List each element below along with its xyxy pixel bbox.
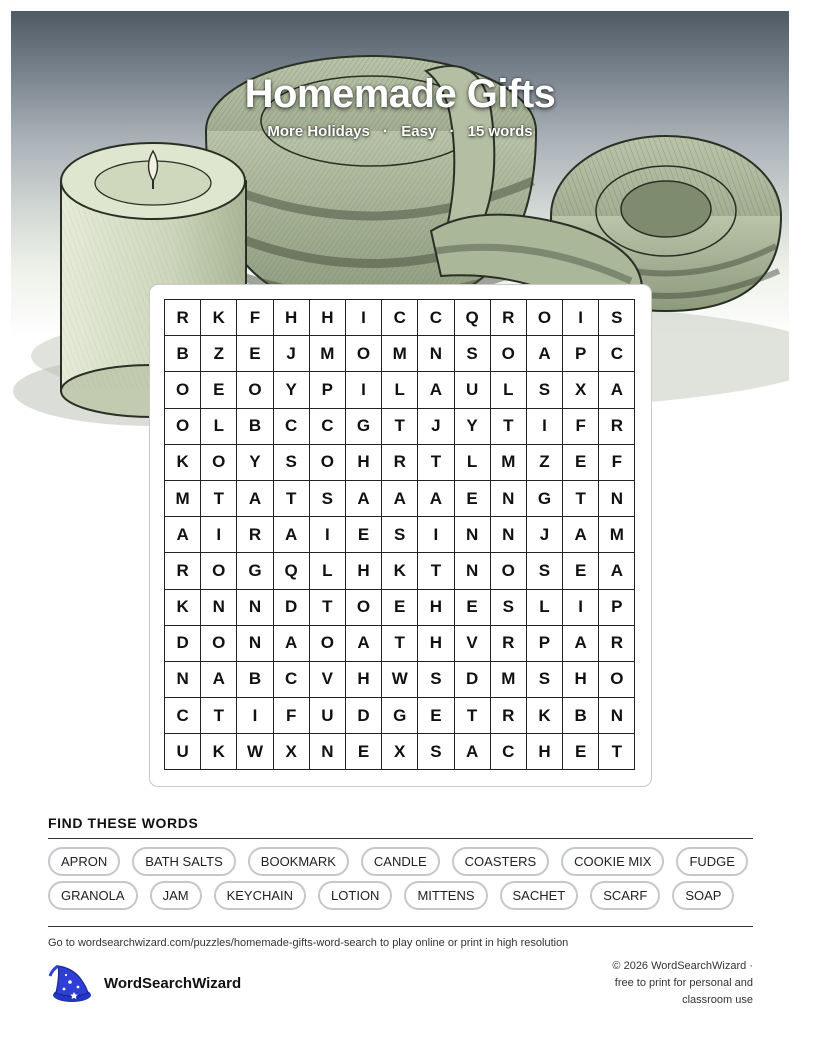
word-pill: BATH SALTS (132, 847, 236, 876)
grid-cell[interactable]: P (310, 372, 346, 408)
grid-cell[interactable]: E (237, 336, 273, 372)
grid-cell[interactable]: T (563, 481, 599, 517)
grid-cell[interactable]: I (346, 372, 382, 408)
grid-cell[interactable]: G (382, 698, 418, 734)
grid-cell[interactable]: I (563, 590, 599, 626)
word-count-label: 15 words (467, 123, 533, 140)
brand-name: WordSearchWizard (104, 974, 242, 992)
word-pill: SACHET (500, 881, 579, 910)
grid-cell[interactable]: N (455, 553, 491, 589)
word-list (48, 847, 753, 910)
word-pill: APRON (48, 847, 120, 876)
grid-cell[interactable]: O (165, 372, 201, 408)
grid-cell[interactable]: S (599, 300, 635, 336)
page-title: Homemade Gifts (244, 72, 556, 116)
word-pill: CANDLE (361, 847, 440, 876)
grid-cell[interactable]: I (527, 409, 563, 445)
grid-cell[interactable]: R (599, 409, 635, 445)
grid-cell[interactable]: T (455, 698, 491, 734)
grid-cell[interactable]: G (346, 409, 382, 445)
grid-cell[interactable]: T (418, 445, 454, 481)
grid-cell[interactable]: O (346, 336, 382, 372)
grid-cell[interactable]: A (599, 372, 635, 408)
grid-cell[interactable]: F (274, 698, 310, 734)
grid-cell[interactable]: A (563, 626, 599, 662)
grid-cell[interactable]: O (527, 300, 563, 336)
grid-cell[interactable]: N (237, 626, 273, 662)
grid-cell[interactable]: R (491, 300, 527, 336)
copyright-line: classroom use (682, 994, 753, 1006)
grid-cell[interactable]: I (346, 300, 382, 336)
grid-cell[interactable]: R (165, 553, 201, 589)
grid-cell[interactable]: A (346, 626, 382, 662)
grid-cell[interactable]: I (201, 517, 237, 553)
grid-cell[interactable]: J (418, 409, 454, 445)
grid-cell[interactable]: K (201, 734, 237, 770)
word-pill: JAM (150, 881, 202, 910)
grid-cell[interactable]: Z (527, 445, 563, 481)
grid-cell[interactable]: C (491, 734, 527, 770)
grid-cell[interactable]: O (201, 553, 237, 589)
grid-cell[interactable]: A (599, 553, 635, 589)
grid-cell[interactable]: C (599, 336, 635, 372)
grid-cell[interactable]: H (346, 662, 382, 698)
grid-cell[interactable]: F (237, 300, 273, 336)
grid-cell[interactable]: U (455, 372, 491, 408)
grid-cell[interactable]: D (274, 590, 310, 626)
grid-cell[interactable]: R (491, 626, 527, 662)
grid-cell[interactable]: J (527, 517, 563, 553)
meta-separator: · (383, 123, 389, 140)
grid-cell[interactable]: N (418, 336, 454, 372)
word-pill: COASTERS (452, 847, 550, 876)
grid-cell[interactable]: C (418, 300, 454, 336)
grid-cell[interactable]: E (346, 734, 382, 770)
grid-cell[interactable]: B (237, 662, 273, 698)
grid-cell[interactable]: S (455, 336, 491, 372)
word-pill: SOAP (672, 881, 734, 910)
grid-cell[interactable]: N (201, 590, 237, 626)
letter-grid (164, 299, 635, 770)
divider (48, 926, 753, 927)
grid-cell[interactable]: C (274, 409, 310, 445)
grid-cell[interactable]: S (418, 662, 454, 698)
grid-cell[interactable]: N (165, 662, 201, 698)
grid-cell[interactable]: K (165, 590, 201, 626)
grid-cell[interactable]: L (201, 409, 237, 445)
grid-cell[interactable]: K (527, 698, 563, 734)
grid-cell[interactable]: L (455, 445, 491, 481)
grid-cell[interactable]: O (310, 626, 346, 662)
grid-cell[interactable]: L (310, 553, 346, 589)
grid-cell[interactable]: O (310, 445, 346, 481)
grid-cell[interactable]: K (201, 300, 237, 336)
grid-cell[interactable]: I (310, 517, 346, 553)
grid-cell[interactable]: L (382, 372, 418, 408)
grid-cell[interactable]: R (165, 300, 201, 336)
grid-cell[interactable]: Z (201, 336, 237, 372)
grid-cell[interactable]: S (274, 445, 310, 481)
grid-cell[interactable]: K (382, 553, 418, 589)
grid-cell[interactable]: O (346, 590, 382, 626)
grid-cell[interactable]: O (599, 662, 635, 698)
difficulty-label: Easy (401, 123, 437, 140)
grid-cell[interactable]: E (563, 445, 599, 481)
grid-cell[interactable]: Q (274, 553, 310, 589)
grid-cell[interactable]: P (599, 590, 635, 626)
grid-cell[interactable]: N (491, 517, 527, 553)
word-pill: GRANOLA (48, 881, 138, 910)
divider (48, 838, 753, 839)
grid-cell[interactable]: M (382, 336, 418, 372)
grid-cell[interactable]: A (274, 626, 310, 662)
grid-cell[interactable]: H (346, 445, 382, 481)
grid-cell[interactable]: H (418, 626, 454, 662)
grid-cell[interactable]: M (491, 445, 527, 481)
grid-cell[interactable]: S (527, 372, 563, 408)
grid-cell[interactable]: M (491, 662, 527, 698)
grid-cell[interactable]: N (599, 481, 635, 517)
grid-cell[interactable]: S (418, 734, 454, 770)
copyright-line: © 2026 WordSearchWizard · (612, 960, 753, 972)
grid-cell[interactable]: S (527, 553, 563, 589)
grid-cell[interactable]: I (563, 300, 599, 336)
grid-cell[interactable]: R (237, 517, 273, 553)
grid-cell[interactable]: Q (455, 300, 491, 336)
grid-cell[interactable]: A (563, 517, 599, 553)
word-pill: SCARF (590, 881, 660, 910)
grid-cell[interactable]: U (310, 698, 346, 734)
grid-cell[interactable]: T (274, 481, 310, 517)
grid-cell[interactable]: V (310, 662, 346, 698)
grid-cell[interactable]: N (310, 734, 346, 770)
grid-cell[interactable]: C (310, 409, 346, 445)
grid-cell[interactable]: E (418, 698, 454, 734)
grid-cell[interactable]: E (455, 590, 491, 626)
grid-cell[interactable]: O (491, 553, 527, 589)
grid-cell[interactable]: C (274, 662, 310, 698)
grid-cell[interactable]: P (563, 336, 599, 372)
grid-cell[interactable]: E (563, 734, 599, 770)
grid-cell[interactable]: M (165, 481, 201, 517)
grid-cell[interactable]: A (346, 481, 382, 517)
grid-cell[interactable]: D (455, 662, 491, 698)
grid-cell[interactable]: A (165, 517, 201, 553)
grid-cell[interactable]: J (274, 336, 310, 372)
grid-cell[interactable]: H (346, 553, 382, 589)
grid-cell[interactable]: T (418, 553, 454, 589)
grid-cell[interactable]: U (165, 734, 201, 770)
word-pill: LOTION (318, 881, 392, 910)
word-pill: BOOKMARK (248, 847, 349, 876)
grid-cell[interactable]: A (201, 662, 237, 698)
wizard-hat-icon (48, 962, 92, 1004)
word-pill: COOKIE MIX (561, 847, 664, 876)
word-pill: MITTENS (404, 881, 487, 910)
grid-cell[interactable]: N (237, 590, 273, 626)
grid-cell[interactable]: A (527, 336, 563, 372)
grid-cell[interactable]: A (382, 481, 418, 517)
grid-cell[interactable]: S (527, 662, 563, 698)
grid-cell[interactable]: A (237, 481, 273, 517)
grid-cell[interactable]: A (418, 372, 454, 408)
grid-cell[interactable]: X (563, 372, 599, 408)
grid-cell[interactable]: V (455, 626, 491, 662)
grid-cell[interactable]: B (165, 336, 201, 372)
grid-cell[interactable]: A (418, 481, 454, 517)
grid-cell[interactable]: E (563, 553, 599, 589)
grid-cell[interactable]: R (382, 445, 418, 481)
word-list-heading: FIND THESE WORDS (48, 815, 199, 831)
grid-cell[interactable]: H (274, 300, 310, 336)
grid-cell[interactable]: N (599, 698, 635, 734)
brand-logo[interactable] (48, 962, 241, 1004)
grid-cell[interactable]: N (491, 481, 527, 517)
meta-separator: · (449, 123, 455, 140)
grid-cell[interactable]: O (491, 336, 527, 372)
grid-cell[interactable]: S (491, 590, 527, 626)
grid-cell[interactable]: D (165, 626, 201, 662)
grid-cell[interactable]: O (201, 445, 237, 481)
grid-cell[interactable]: F (563, 409, 599, 445)
grid-cell[interactable]: F (599, 445, 635, 481)
grid-cell[interactable]: H (527, 734, 563, 770)
copyright-notice (583, 958, 753, 1009)
grid-cell[interactable]: M (599, 517, 635, 553)
grid-cell[interactable]: S (310, 481, 346, 517)
grid-cell[interactable]: A (455, 734, 491, 770)
grid-cell[interactable]: K (165, 445, 201, 481)
grid-cell[interactable]: A (274, 517, 310, 553)
grid-cell[interactable]: B (237, 409, 273, 445)
grid-cell[interactable]: T (310, 590, 346, 626)
puzzle-meta (0, 123, 800, 140)
grid-cell[interactable]: T (201, 698, 237, 734)
grid-cell[interactable]: G (237, 553, 273, 589)
grid-cell[interactable]: O (237, 372, 273, 408)
grid-cell[interactable]: I (237, 698, 273, 734)
grid-cell[interactable]: Y (237, 445, 273, 481)
grid-cell[interactable]: H (418, 590, 454, 626)
grid-cell[interactable]: L (527, 590, 563, 626)
grid-cell[interactable]: E (201, 372, 237, 408)
grid-cell[interactable]: I (418, 517, 454, 553)
grid-cell[interactable]: X (382, 734, 418, 770)
grid-cell[interactable]: O (165, 409, 201, 445)
grid-cell[interactable]: C (382, 300, 418, 336)
grid-cell[interactable]: M (310, 336, 346, 372)
word-pill: KEYCHAIN (214, 881, 306, 910)
grid-cell[interactable]: Y (274, 372, 310, 408)
grid-cell[interactable]: H (563, 662, 599, 698)
grid-cell[interactable]: W (382, 662, 418, 698)
play-online-link[interactable]: Go to wordsearchwizard.com/puzzles/homemade-gifts-word-search to play online or print in high resolution (48, 937, 569, 949)
grid-cell[interactable]: R (491, 698, 527, 734)
grid-cell[interactable]: Y (455, 409, 491, 445)
grid-cell[interactable]: W (237, 734, 273, 770)
grid-cell[interactable]: S (382, 517, 418, 553)
grid-cell[interactable]: L (491, 372, 527, 408)
grid-cell[interactable]: T (599, 734, 635, 770)
grid-cell[interactable]: B (563, 698, 599, 734)
category-label: More Holidays (267, 123, 370, 140)
grid-cell[interactable]: T (382, 626, 418, 662)
grid-cell[interactable]: R (599, 626, 635, 662)
copyright-line: free to print for personal and (614, 977, 753, 989)
grid-cell[interactable]: C (165, 698, 201, 734)
grid-cell[interactable]: E (455, 481, 491, 517)
grid-cell[interactable]: D (346, 698, 382, 734)
grid-cell[interactable]: T (201, 481, 237, 517)
grid-cell[interactable]: O (201, 626, 237, 662)
grid-cell[interactable]: P (527, 626, 563, 662)
grid-cell[interactable]: T (491, 409, 527, 445)
grid-cell[interactable]: N (455, 517, 491, 553)
grid-cell[interactable]: E (346, 517, 382, 553)
grid-cell[interactable]: H (310, 300, 346, 336)
grid-cell[interactable]: X (274, 734, 310, 770)
grid-cell[interactable]: G (527, 481, 563, 517)
grid-cell[interactable]: T (382, 409, 418, 445)
grid-cell[interactable]: E (382, 590, 418, 626)
word-pill: FUDGE (676, 847, 748, 876)
